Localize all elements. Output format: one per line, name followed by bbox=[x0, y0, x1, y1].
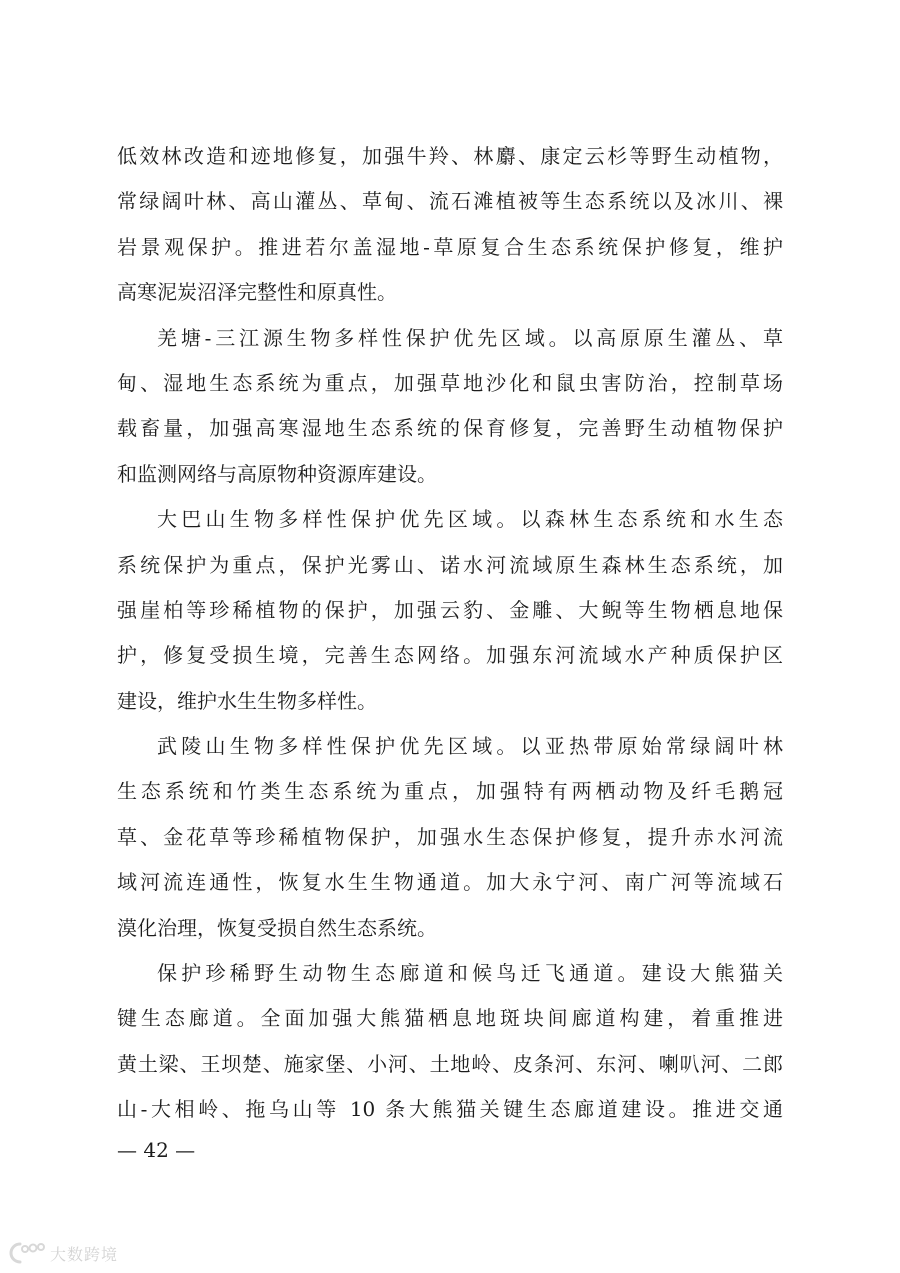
paragraph bbox=[117, 951, 783, 1133]
text-line: 高寒泥炭沼泽完整性和原真性。 bbox=[117, 280, 397, 305]
text-line: 系统保护为重点，保护光雾山、诺水河流域原生森林生态系统，加 bbox=[117, 552, 783, 577]
text-line: 甸、湿地生态系统为重点，加强草地沙化和鼠虫害防治，控制草场 bbox=[117, 370, 783, 395]
text-line: 生态系统和竹类生态系统为重点，加强特有两栖动物及纤毛鹅冠 bbox=[117, 779, 783, 804]
text-line: 低效林改造和迹地修复，加强牛羚、林麝、康定云杉等野生动植物， bbox=[117, 144, 783, 168]
watermark-logo-icon bbox=[6, 1239, 46, 1267]
text-line: 羌塘-三江源生物多样性保护优先区域。以高原原生灌丛、草 bbox=[157, 325, 783, 350]
text-line: 键生态廊道。全面加强大熊猫栖息地斑块间廊道构建，着重推进 bbox=[117, 1006, 783, 1031]
text-line: 大巴山生物多样性保护优先区域。以森林生态系统和水生态 bbox=[157, 507, 783, 532]
paragraph bbox=[117, 316, 783, 498]
text-line: 和监测网络与高原物种资源库建设。 bbox=[117, 461, 437, 486]
document-body bbox=[117, 134, 783, 1133]
text-line: 漠化治理，恢复受损自然生态系统。 bbox=[117, 915, 437, 940]
text-line: 建设，维护水生生物多样性。 bbox=[117, 688, 377, 713]
text-line: 域河流连通性，恢复水生生物通道。加大永宁河、南广河等流域石 bbox=[117, 870, 783, 895]
paragraph bbox=[117, 497, 783, 724]
text-line: 保护珍稀野生动物生态廊道和候鸟迁飞通道。建设大熊猫关 bbox=[157, 961, 783, 986]
text-line: 黄土梁、王坝楚、施家堡、小河、土地岭、皮条河、东河、喇叭河、二郎 bbox=[117, 1051, 783, 1076]
page-number: — 42 — bbox=[117, 1138, 196, 1162]
text-line: 岩景观保护。推进若尔盖湿地-草原复合生态系统保护修复，维护 bbox=[117, 234, 783, 259]
paragraph bbox=[117, 724, 783, 951]
text-line: 护，修复受损生境，完善生态网络。加强东河流域水产种质保护区 bbox=[117, 643, 783, 668]
text-line: 常绿阔叶林、高山灌丛、草甸、流石滩植被等生态系统以及冰川、裸 bbox=[117, 189, 783, 214]
paragraph bbox=[117, 134, 783, 316]
text-line: 载畜量，加强高寒湿地生态系统的保育修复，完善野生动植物保护 bbox=[117, 416, 783, 441]
watermark-text: 大数跨境 bbox=[50, 1244, 119, 1264]
text-line: 武陵山生物多样性保护优先区域。以亚热带原始常绿阔叶林 bbox=[157, 734, 783, 759]
text-line: 草、金花草等珍稀植物保护，加强水生态保护修复，提升赤水河流 bbox=[117, 824, 783, 849]
text-line: 强崖柏等珍稀植物的保护，加强云豹、金雕、大鲵等生物栖息地保 bbox=[117, 597, 783, 622]
watermark bbox=[6, 1238, 118, 1268]
text-line: 山-大相岭、拖乌山等 10 条大熊猫关键生态廊道建设。推进交通 bbox=[117, 1097, 783, 1122]
